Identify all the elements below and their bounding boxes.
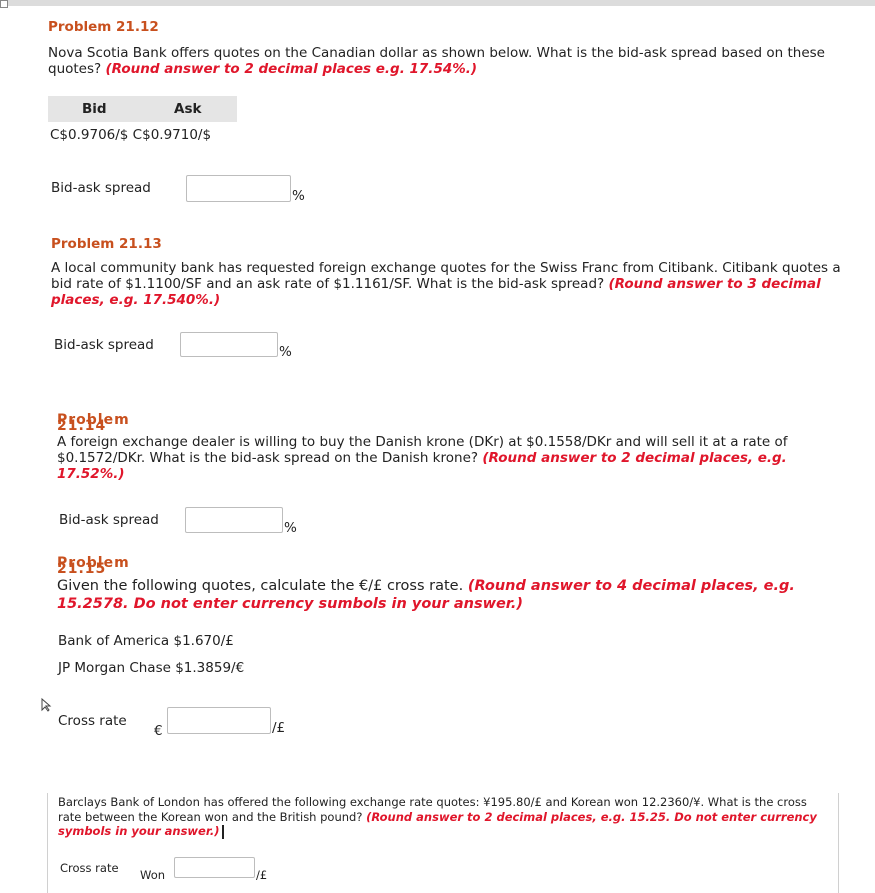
quote-bank-of-america: Bank of America $1.670/£	[58, 633, 234, 649]
rounding-instruction: (Round answer to 2 decimal places, e.g. 15.25. Do not enter currency symbols in your answer.)	[58, 809, 817, 838]
per-pound-unit-2: /£	[256, 868, 268, 882]
per-pound-unit-1: /£	[272, 720, 286, 736]
cross-rate-label-1: Cross rate	[58, 713, 127, 729]
panel-border-right	[838, 793, 839, 893]
problem-text-21-12	[48, 45, 838, 77]
corner-checkbox[interactable]	[0, 0, 8, 8]
rounding-instruction: (Round answer to 2 decimal places e.g. 17.54%.)	[105, 61, 478, 77]
cross-rate-input-1[interactable]	[167, 707, 271, 734]
percent-unit-1: %	[292, 188, 305, 204]
quote-row: C$0.9706/$ C$0.9710/$	[50, 127, 212, 143]
quote-table-header	[48, 96, 237, 122]
problem-text-21-14	[57, 434, 837, 482]
question-text: A local community bank has requested foreign exchange quotes for the Swiss Franc from Citibank. Citibank quotes a bid rate of $1.1100/SF and an ask rate of $1.1161/SF. What is the bid-ask spread?	[51, 260, 841, 292]
question-text: Barclays Bank of London has offered the following exchange rate quotes: ¥195.80/£ and Korean won 12.2360/¥. What is the cross rate between the Korean won and the British pound?	[58, 795, 807, 824]
bid-ask-spread-input-1[interactable]	[186, 175, 291, 202]
euro-prefix: €	[154, 723, 163, 739]
won-prefix: Won	[140, 868, 166, 882]
problem-title-21-13: Problem 21.13	[51, 236, 162, 252]
percent-unit-3: %	[284, 520, 297, 536]
bid-ask-spread-label-1: Bid-ask spread	[51, 180, 151, 196]
panel-border-left	[47, 793, 48, 893]
problem-text-barclays	[58, 795, 833, 839]
bid-ask-spread-label-3: Bid-ask spread	[59, 512, 159, 528]
cross-rate-label-2: Cross rate	[60, 861, 119, 875]
problem-title-21-12: Problem 21.12	[48, 19, 159, 35]
bid-header: Bid	[82, 101, 107, 117]
mouse-pointer-icon	[40, 698, 52, 712]
problem-title-21-15: Problem 21.15	[57, 555, 130, 577]
bid-ask-spread-label-2: Bid-ask spread	[54, 337, 154, 353]
cross-rate-input-2[interactable]	[174, 857, 255, 878]
percent-unit-2: %	[279, 344, 292, 360]
top-scroll-strip	[0, 0, 875, 6]
rounding-instruction: (Round answer to 3 decimal places, e.g. 17.540%.)	[51, 276, 821, 308]
ask-header: Ask	[174, 101, 202, 117]
text-cursor	[222, 825, 224, 839]
bid-ask-spread-input-3[interactable]	[185, 507, 283, 533]
question-text: A foreign exchange dealer is willing to buy the Danish krone (DKr) at $0.1558/DKr and will sell it at a rate of $0.1572/DKr. What is the bid-ask spread on the Danish krone?	[57, 434, 788, 466]
question-text: Nova Scotia Bank offers quotes on the Canadian dollar as shown below. What is the bid-ask spread based on these quotes?	[48, 45, 825, 77]
question-text: Given the following quotes, calculate the €/£ cross rate.	[57, 578, 468, 594]
rounding-instruction: (Round answer to 2 decimal places, e.g. 17.52%.)	[57, 450, 787, 482]
problem-text-21-13	[51, 260, 841, 308]
problem-text-21-15	[57, 577, 847, 613]
bid-ask-spread-input-2[interactable]	[180, 332, 278, 357]
rounding-instruction: (Round answer to 4 decimal places, e.g. 15.2578. Do not enter currency sumbols in your answer.)	[57, 578, 795, 612]
problem-title-21-14: Problem 21.14	[57, 412, 130, 434]
quote-jp-morgan-chase: JP Morgan Chase $1.3859/€	[58, 660, 245, 676]
